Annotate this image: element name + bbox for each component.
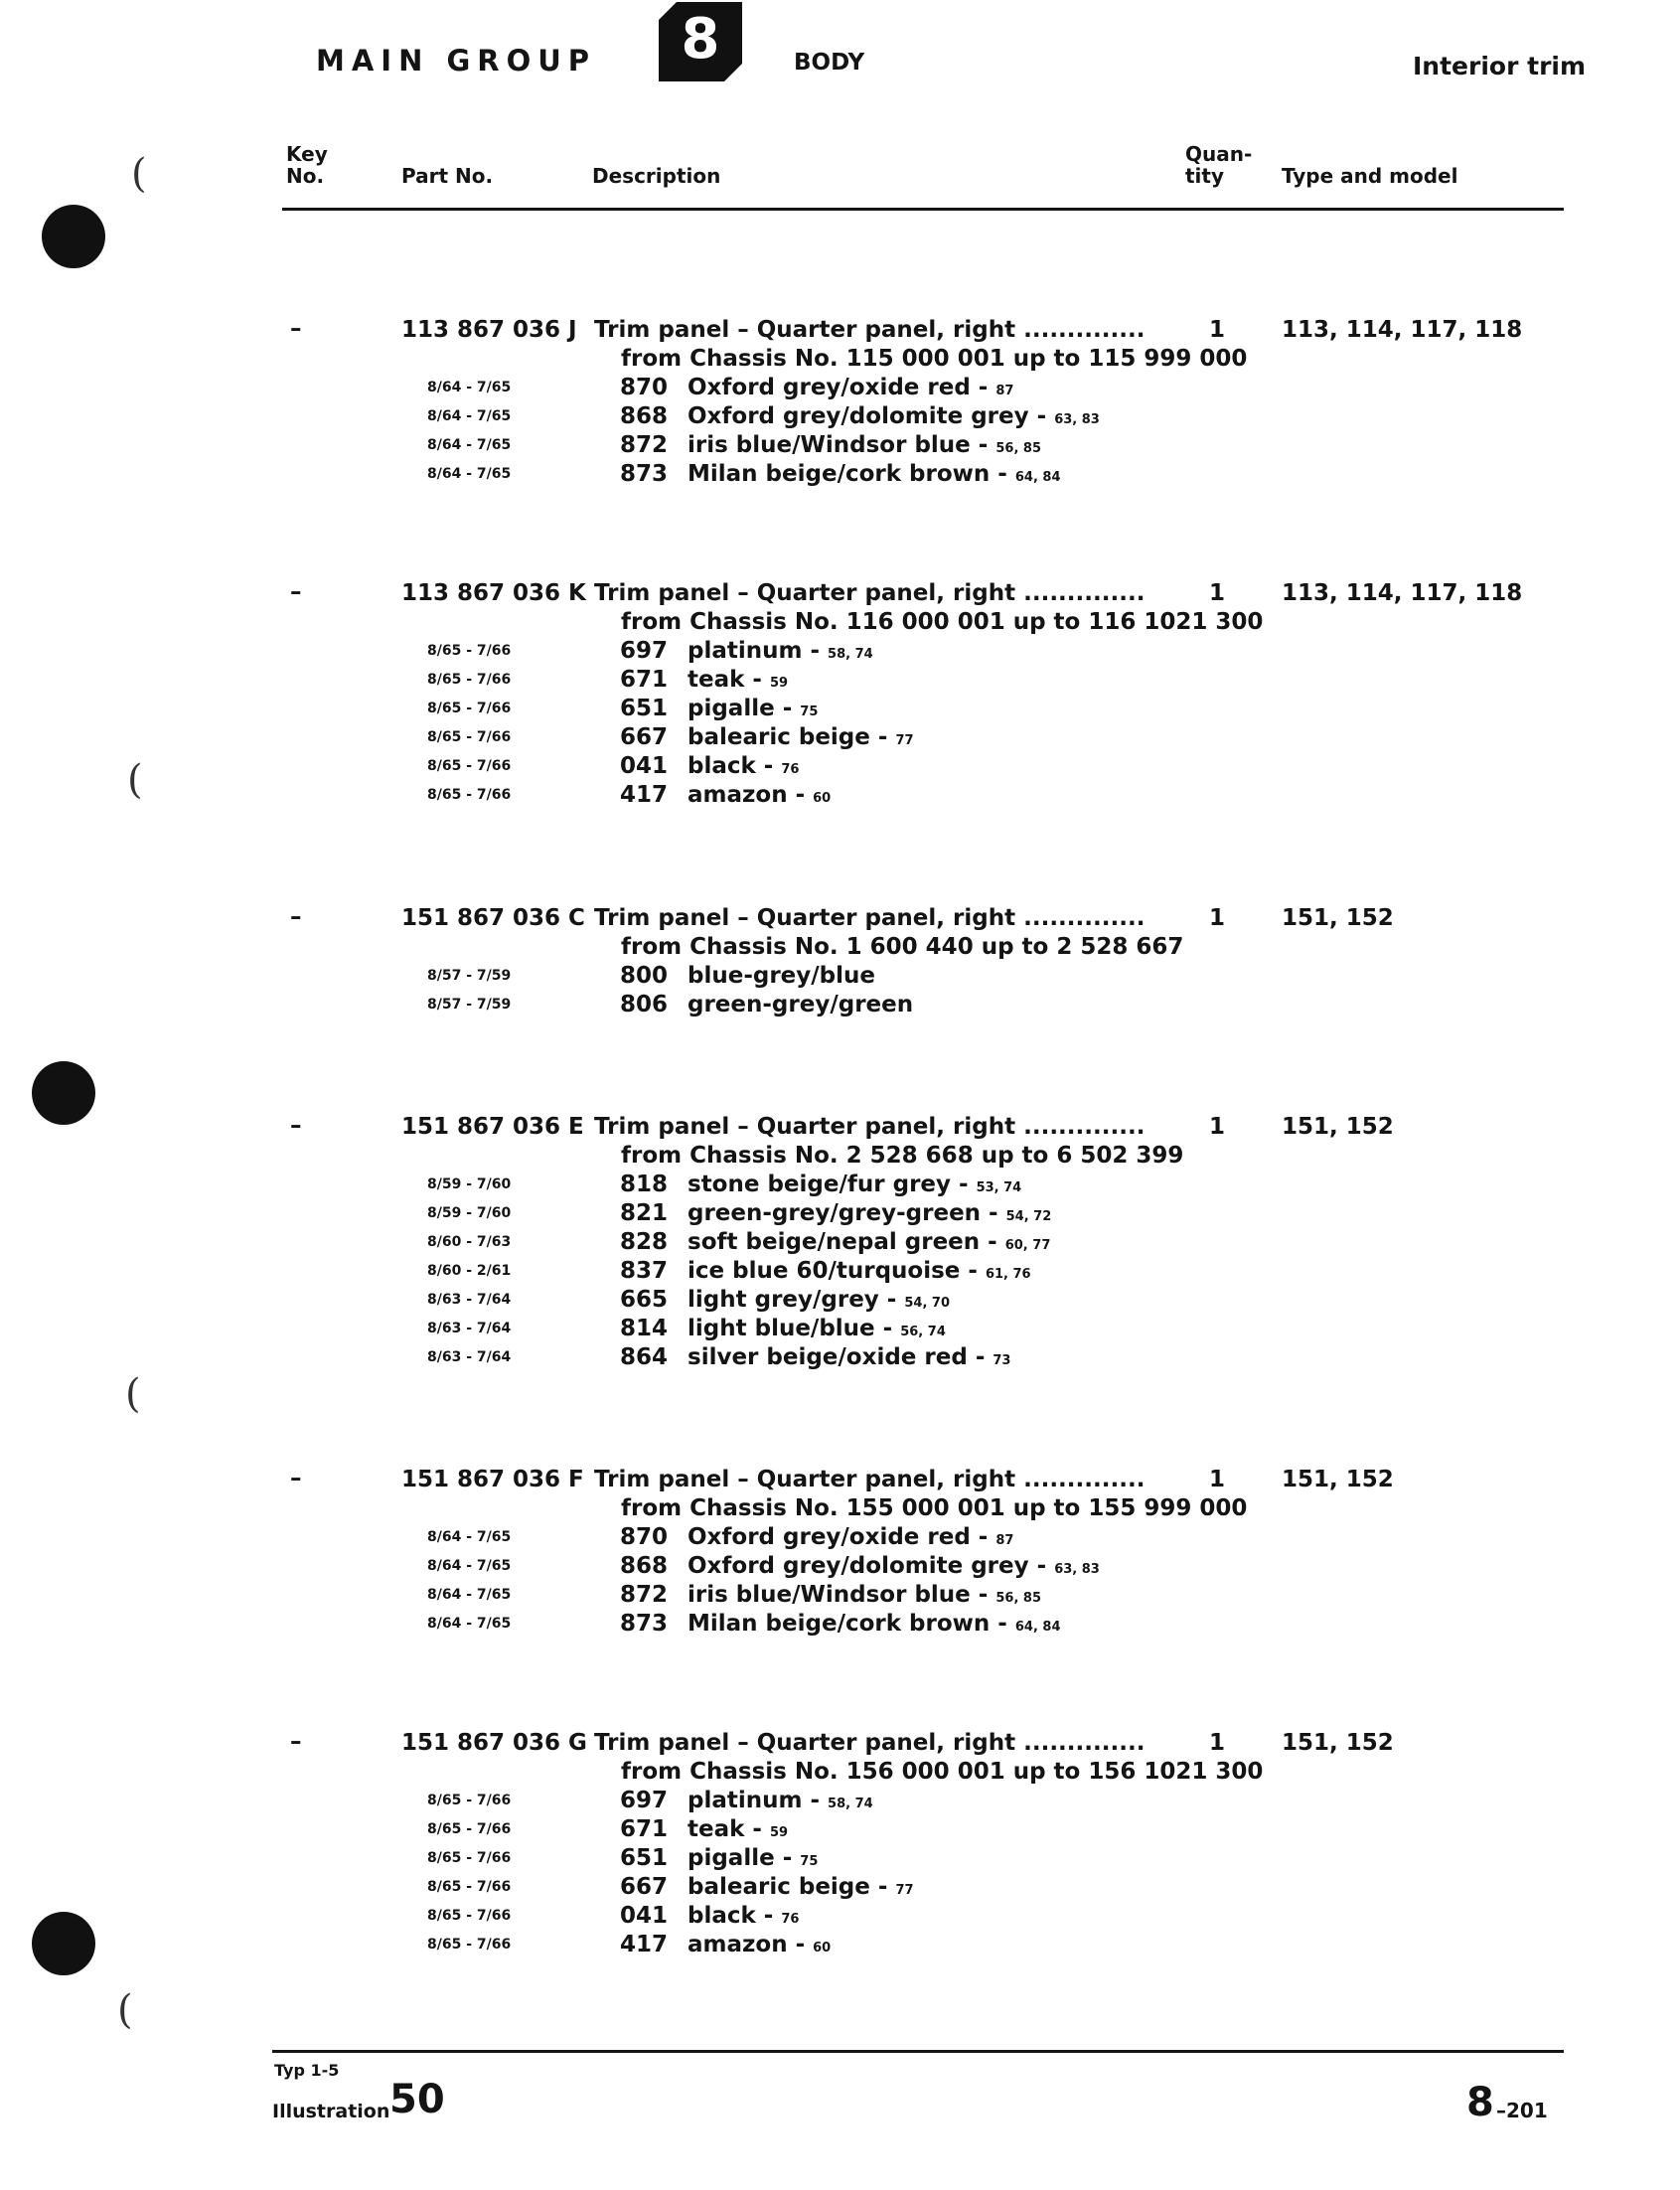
chassis-range: from Chassis No. 155 000 001 up to 155 999 000 <box>621 1495 1248 1521</box>
variant-color-code: 041 <box>620 753 669 779</box>
variant-color-name <box>687 781 831 813</box>
variant-date-range: 8/57 - 7/59 <box>427 997 512 1013</box>
variant-color-reference: 64, 84 <box>1014 1620 1061 1635</box>
variant-color-reference: 76 <box>781 1912 800 1927</box>
variant-date-range: 8/63 - 7/64 <box>427 1321 512 1336</box>
variant-color-label: blue-grey/blue <box>687 963 875 989</box>
part-number: 113 867 036 K <box>401 580 586 606</box>
variant-color-name <box>687 1552 1100 1584</box>
variant-date-range: 8/64 - 7/65 <box>427 1616 512 1632</box>
variant-color-code: 814 <box>620 1316 669 1341</box>
chassis-range: from Chassis No. 1 600 440 up to 2 528 667 <box>621 934 1184 960</box>
margin-bracket-icon: ( <box>131 151 147 197</box>
variant-date-range: 8/57 - 7/59 <box>427 968 512 984</box>
part-type-model: 151, 152 <box>1282 905 1394 931</box>
part-type-model: 151, 152 <box>1282 1114 1394 1140</box>
variant-color-code: 864 <box>620 1344 669 1370</box>
variant-color-reference: 63, 83 <box>1054 412 1100 427</box>
column-header-part-no: Part No. <box>401 164 494 188</box>
variant-color-code: 828 <box>620 1229 669 1255</box>
variant-color-label: balearic beige - <box>687 1874 888 1900</box>
variant-date-range: 8/65 - 7/66 <box>427 672 512 688</box>
variant-color-reference: 63, 83 <box>1054 1562 1100 1577</box>
punch-hole-icon <box>42 205 105 268</box>
variant-color-label: teak - <box>687 667 762 693</box>
variant-color-label: light grey/grey - <box>687 1287 897 1313</box>
variant-color-name <box>687 723 914 755</box>
variant-color-reference: 54, 70 <box>904 1296 951 1311</box>
variant-color-code: 837 <box>620 1258 669 1284</box>
variant-color-code: 868 <box>620 1553 669 1579</box>
variant-color-reference: 64, 84 <box>1014 470 1061 485</box>
variant-color-code: 872 <box>620 432 669 458</box>
page-number-main: 8 <box>1466 2080 1494 2125</box>
punch-hole-icon <box>32 1912 95 1975</box>
variant-color-name <box>687 1902 799 1934</box>
footer-divider <box>272 2050 1564 2053</box>
variant-color-label: soft beige/nepal green - <box>687 1229 997 1255</box>
variant-color-code: 870 <box>620 1524 669 1550</box>
variant-color-name <box>687 1931 831 1962</box>
margin-bracket-icon: ( <box>117 1987 133 2033</box>
variant-color-code: 697 <box>620 1788 669 1813</box>
part-description: Trim panel – Quarter panel, right .............. <box>594 1467 1145 1492</box>
variant-date-range: 8/59 - 7/60 <box>427 1205 512 1221</box>
variant-color-name <box>687 402 1100 434</box>
variant-color-reference: 54, 72 <box>1005 1209 1052 1224</box>
part-description: Trim panel – Quarter panel, right .............. <box>594 317 1145 343</box>
illustration-label: Illustration <box>272 2101 390 2122</box>
variant-color-name <box>687 1228 1050 1260</box>
part-number: 113 867 036 J <box>401 317 577 343</box>
variant-color-reference: 77 <box>895 1883 914 1898</box>
variant-date-range: 8/63 - 7/64 <box>427 1349 512 1365</box>
variant-color-label: black - <box>687 1903 774 1929</box>
variant-color-code: 872 <box>620 1582 669 1608</box>
part-description: Trim panel – Quarter panel, right .............. <box>594 1730 1145 1756</box>
variant-date-range: 8/65 - 7/66 <box>427 1850 512 1866</box>
variant-color-reference: 59 <box>769 676 789 691</box>
part-number: 151 867 036 G <box>401 1730 587 1756</box>
variant-date-range: 8/64 - 7/65 <box>427 437 512 453</box>
variant-color-reference: 76 <box>781 762 800 777</box>
variant-color-label: black - <box>687 753 774 779</box>
part-number: 151 867 036 E <box>401 1114 584 1140</box>
part-description: Trim panel – Quarter panel, right .............. <box>594 1114 1145 1140</box>
variant-date-range: 8/65 - 7/66 <box>427 701 512 716</box>
variant-date-range: 8/64 - 7/65 <box>427 466 512 482</box>
column-header-description: Description <box>592 164 721 188</box>
section-title: Interior trim <box>1413 52 1587 80</box>
variant-color-reference: 56, 85 <box>995 441 1042 456</box>
variant-color-name <box>687 695 818 726</box>
variant-color-name <box>687 374 1013 405</box>
key-no: – <box>290 1113 302 1139</box>
variant-color-reference: 75 <box>800 704 819 719</box>
variant-color-label: silver beige/oxide red - <box>687 1344 986 1370</box>
variant-color-reference: 73 <box>993 1353 1011 1368</box>
variant-color-name <box>687 1581 1041 1613</box>
variant-color-reference: 60 <box>813 1941 832 1955</box>
chassis-range: from Chassis No. 116 000 001 up to 116 1021 300 <box>621 609 1264 635</box>
part-number: 151 867 036 C <box>401 905 585 931</box>
chassis-range: from Chassis No. 156 000 001 up to 156 1021 300 <box>621 1759 1264 1785</box>
variant-color-name <box>687 1171 1021 1202</box>
variant-color-name <box>687 1610 1061 1642</box>
punch-hole-icon <box>32 1061 95 1125</box>
variant-date-range: 8/60 - 2/61 <box>427 1263 512 1279</box>
part-type-model: 113, 114, 117, 118 <box>1282 317 1523 343</box>
variant-color-name <box>687 431 1041 463</box>
variant-color-reference: 60 <box>813 791 832 806</box>
variant-color-code: 651 <box>620 696 669 721</box>
variant-color-code: 870 <box>620 375 669 400</box>
variant-color-reference: 56, 74 <box>900 1325 946 1339</box>
key-no: – <box>290 316 302 342</box>
variant-color-name <box>687 1343 1010 1375</box>
variant-date-range: 8/65 - 7/66 <box>427 1879 512 1895</box>
variant-color-label: teak - <box>687 1816 762 1842</box>
column-header-quantity: Quan- tity <box>1185 142 1253 188</box>
variant-color-code: 667 <box>620 1874 669 1900</box>
variant-date-range: 8/64 - 7/65 <box>427 408 512 424</box>
variant-color-code: 671 <box>620 667 669 693</box>
part-description: Trim panel – Quarter panel, right .............. <box>594 905 1145 931</box>
variant-color-name <box>687 1844 818 1876</box>
group-title: BODY <box>794 50 865 76</box>
part-description: Trim panel – Quarter panel, right .............. <box>594 580 1145 606</box>
variant-color-label: iris blue/Windsor blue - <box>687 1582 989 1608</box>
variant-color-label: Milan beige/cork brown - <box>687 1611 1007 1637</box>
variant-color-label: Oxford grey/dolomite grey - <box>687 403 1047 429</box>
variant-color-reference: 60, 77 <box>1004 1238 1051 1253</box>
key-no: – <box>290 579 302 605</box>
variant-color-reference: 53, 74 <box>976 1180 1022 1195</box>
variant-color-name <box>687 1873 914 1905</box>
variant-color-name <box>687 1787 873 1818</box>
variant-color-label: green-grey/grey-green - <box>687 1200 998 1226</box>
variant-color-label: green-grey/green <box>687 992 914 1017</box>
variant-date-range: 8/64 - 7/65 <box>427 1558 512 1574</box>
variant-color-label: iris blue/Windsor blue - <box>687 432 989 458</box>
variant-date-range: 8/65 - 7/66 <box>427 787 512 803</box>
variant-color-label: Milan beige/cork brown - <box>687 461 1007 487</box>
variant-color-label: light blue/blue - <box>687 1316 893 1341</box>
variant-color-name <box>687 1315 946 1346</box>
variant-date-range: 8/65 - 7/66 <box>427 1937 512 1953</box>
variant-color-code: 873 <box>620 1611 669 1637</box>
group-number: 8 <box>681 7 720 72</box>
variant-date-range: 8/65 - 7/66 <box>427 1821 512 1837</box>
variant-date-range: 8/64 - 7/65 <box>427 1529 512 1545</box>
column-header-key-no: Key No. <box>286 142 328 188</box>
variant-date-range: 8/59 - 7/60 <box>427 1176 512 1192</box>
variant-color-label: pigalle - <box>687 696 793 721</box>
variant-date-range: 8/65 - 7/66 <box>427 1793 512 1808</box>
part-type-model: 113, 114, 117, 118 <box>1282 580 1523 606</box>
variant-color-reference: 87 <box>995 1533 1014 1548</box>
variant-date-range: 8/64 - 7/65 <box>427 1587 512 1603</box>
header-divider <box>282 208 1564 211</box>
variant-color-name <box>687 991 913 1022</box>
variant-date-range: 8/60 - 7/63 <box>427 1234 512 1250</box>
part-quantity: 1 <box>1209 1467 1226 1492</box>
variant-color-label: Oxford grey/dolomite grey - <box>687 1553 1047 1579</box>
variant-color-code: 417 <box>620 782 669 808</box>
variant-color-name <box>687 962 875 994</box>
part-quantity: 1 <box>1209 1730 1226 1756</box>
variant-color-label: Oxford grey/oxide red - <box>687 375 989 400</box>
variant-date-range: 8/65 - 7/66 <box>427 729 512 745</box>
variant-color-label: platinum - <box>687 1788 821 1813</box>
key-no: – <box>290 1729 302 1755</box>
variant-color-reference: 59 <box>769 1825 789 1840</box>
variant-color-code: 806 <box>620 992 669 1017</box>
variant-color-code: 667 <box>620 724 669 750</box>
part-type-model: 151, 152 <box>1282 1467 1394 1492</box>
key-no: – <box>290 1466 302 1491</box>
part-quantity: 1 <box>1209 1114 1226 1140</box>
variant-color-code: 417 <box>620 1932 669 1957</box>
variant-color-code: 697 <box>620 638 669 664</box>
column-header-type-model: Type and model <box>1282 164 1458 188</box>
part-number: 151 867 036 F <box>401 1467 584 1492</box>
variant-color-label: amazon - <box>687 1932 806 1957</box>
margin-bracket-icon: ( <box>127 757 143 803</box>
variant-color-label: Oxford grey/oxide red - <box>687 1524 989 1550</box>
variant-color-code: 800 <box>620 963 669 989</box>
illustration-number: 50 <box>389 2077 445 2122</box>
chassis-range: from Chassis No. 2 528 668 up to 6 502 399 <box>621 1143 1184 1169</box>
variant-color-code: 651 <box>620 1845 669 1871</box>
variant-date-range: 8/65 - 7/66 <box>427 758 512 774</box>
variant-color-label: platinum - <box>687 638 821 664</box>
variant-color-code: 818 <box>620 1172 669 1197</box>
variant-color-reference: 87 <box>995 384 1014 398</box>
variant-color-name <box>687 666 788 698</box>
variant-color-reference: 75 <box>800 1854 819 1869</box>
main-group-label: MAIN GROUP <box>316 44 597 78</box>
variant-color-name <box>687 752 799 784</box>
variant-date-range: 8/65 - 7/66 <box>427 643 512 659</box>
chassis-range: from Chassis No. 115 000 001 up to 115 999 000 <box>621 346 1248 372</box>
variant-color-reference: 61, 76 <box>985 1267 1031 1282</box>
key-no: – <box>290 904 302 930</box>
variant-color-name <box>687 1257 1031 1289</box>
variant-color-reference: 58, 74 <box>828 647 873 662</box>
variant-color-code: 671 <box>620 1816 669 1842</box>
variant-color-name <box>687 1523 1013 1555</box>
variant-color-label: stone beige/fur grey - <box>687 1172 969 1197</box>
variant-color-name <box>687 1286 950 1318</box>
variant-color-code: 873 <box>620 461 669 487</box>
part-type-model: 151, 152 <box>1282 1730 1394 1756</box>
variant-color-label: pigalle - <box>687 1845 793 1871</box>
margin-bracket-icon: ( <box>125 1371 141 1417</box>
variant-color-reference: 56, 85 <box>995 1591 1042 1606</box>
typ-label: Typ 1-5 <box>274 2061 340 2080</box>
variant-color-label: ice blue 60/turquoise - <box>687 1258 978 1284</box>
variant-color-code: 665 <box>620 1287 669 1313</box>
page-number-sub: –201 <box>1496 2099 1548 2122</box>
variant-color-code: 821 <box>620 1200 669 1226</box>
variant-color-code: 868 <box>620 403 669 429</box>
variant-color-label: balearic beige - <box>687 724 888 750</box>
variant-color-name <box>687 460 1061 492</box>
part-quantity: 1 <box>1209 580 1226 606</box>
variant-date-range: 8/65 - 7/66 <box>427 1908 512 1924</box>
variant-date-range: 8/64 - 7/65 <box>427 380 512 395</box>
part-quantity: 1 <box>1209 905 1226 931</box>
variant-color-label: amazon - <box>687 782 806 808</box>
variant-color-name <box>687 1199 1051 1231</box>
variant-color-code: 041 <box>620 1903 669 1929</box>
part-quantity: 1 <box>1209 317 1226 343</box>
variant-color-reference: 77 <box>895 733 914 748</box>
variant-color-name <box>687 637 873 669</box>
variant-color-reference: 58, 74 <box>828 1797 873 1811</box>
variant-color-name <box>687 1815 788 1847</box>
variant-date-range: 8/63 - 7/64 <box>427 1292 512 1308</box>
